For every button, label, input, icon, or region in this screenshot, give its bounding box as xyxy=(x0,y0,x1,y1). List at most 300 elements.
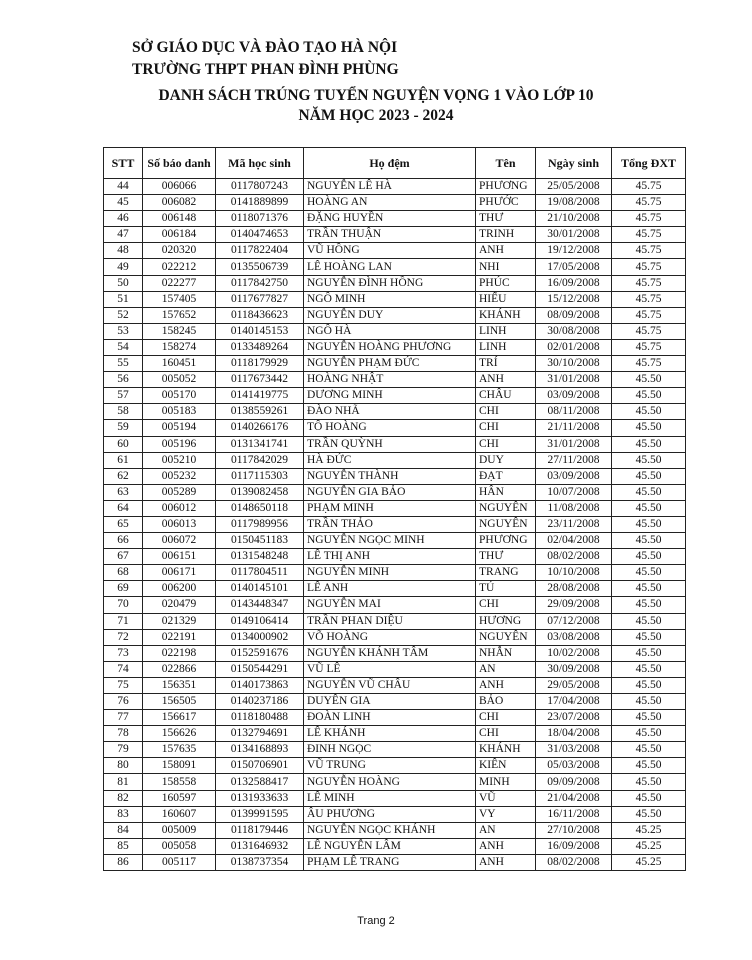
given-name-cell: KIÊN xyxy=(476,758,536,774)
exam-number-cell: 157652 xyxy=(143,307,216,323)
total-score-cell: 45.50 xyxy=(612,726,686,742)
exam-number-cell: 158091 xyxy=(143,758,216,774)
given-name-cell: ANH xyxy=(476,677,536,693)
student-code-cell: 0141889899 xyxy=(216,195,304,211)
table-row xyxy=(104,356,686,372)
exam-number-cell: 005232 xyxy=(143,468,216,484)
surname-cell: NGÔ HÀ xyxy=(304,323,476,339)
exam-number-cell: 005170 xyxy=(143,388,216,404)
total-score-cell: 45.50 xyxy=(612,452,686,468)
birth-date-cell: 18/04/2008 xyxy=(536,726,612,742)
given-name-cell: HIẾU xyxy=(476,291,536,307)
stt-cell: 55 xyxy=(104,356,143,372)
birth-date-cell: 27/10/2008 xyxy=(536,822,612,838)
surname-cell: ĐOÀN LINH xyxy=(304,710,476,726)
surname-cell: NGUYỄN THÀNH xyxy=(304,468,476,484)
stt-cell: 70 xyxy=(104,597,143,613)
table-row xyxy=(104,372,686,388)
total-score-cell: 45.50 xyxy=(612,468,686,484)
stt-cell: 59 xyxy=(104,420,143,436)
table-row xyxy=(104,179,686,195)
given-name-cell: TRANG xyxy=(476,565,536,581)
birth-date-cell: 08/02/2008 xyxy=(536,549,612,565)
table-row xyxy=(104,500,686,516)
birth-date-cell: 16/11/2008 xyxy=(536,806,612,822)
student-code-cell: 0131341741 xyxy=(216,436,304,452)
stt-cell: 46 xyxy=(104,211,143,227)
total-score-cell: 45.50 xyxy=(612,404,686,420)
birth-date-cell: 10/02/2008 xyxy=(536,645,612,661)
surname-cell: HOÀNG AN xyxy=(304,195,476,211)
birth-date-cell: 28/08/2008 xyxy=(536,581,612,597)
table-row xyxy=(104,275,686,291)
total-score-cell: 45.50 xyxy=(612,565,686,581)
total-score-cell: 45.50 xyxy=(612,758,686,774)
student-code-cell: 0140173863 xyxy=(216,677,304,693)
table-row xyxy=(104,581,686,597)
student-code-cell: 0134000902 xyxy=(216,629,304,645)
student-code-cell: 0140474653 xyxy=(216,227,304,243)
surname-cell: DUYÊN GIA xyxy=(304,694,476,710)
birth-date-cell: 21/10/2008 xyxy=(536,211,612,227)
stt-cell: 64 xyxy=(104,500,143,516)
student-code-cell: 0148650118 xyxy=(216,500,304,516)
stt-cell: 72 xyxy=(104,629,143,645)
birth-date-cell: 07/12/2008 xyxy=(536,613,612,629)
given-name-cell: HÂN xyxy=(476,484,536,500)
document-header xyxy=(132,37,399,81)
total-score-cell: 45.75 xyxy=(612,243,686,259)
student-code-cell: 0140145153 xyxy=(216,323,304,339)
total-score-cell: 45.75 xyxy=(612,179,686,195)
table-row xyxy=(104,677,686,693)
birth-date-cell: 02/04/2008 xyxy=(536,533,612,549)
surname-cell: NGUYỄN NGỌC KHÁNH xyxy=(304,822,476,838)
surname-cell: NGÔ MINH xyxy=(304,291,476,307)
table-row xyxy=(104,597,686,613)
student-code-cell: 0117842750 xyxy=(216,275,304,291)
birth-date-cell: 25/05/2008 xyxy=(536,179,612,195)
given-name-cell: LINH xyxy=(476,323,536,339)
student-code-cell: 0138559261 xyxy=(216,404,304,420)
surname-cell: TRẦN QUỲNH xyxy=(304,436,476,452)
birth-date-cell: 31/01/2008 xyxy=(536,372,612,388)
given-name-cell: PHÚC xyxy=(476,275,536,291)
exam-number-cell: 160607 xyxy=(143,806,216,822)
total-score-cell: 45.50 xyxy=(612,436,686,452)
given-name-cell: PHƯỚC xyxy=(476,195,536,211)
stt-cell: 65 xyxy=(104,516,143,532)
exam-number-cell: 006148 xyxy=(143,211,216,227)
surname-cell: VŨ LÊ xyxy=(304,661,476,677)
surname-cell: NGUYỄN GIA BẢO xyxy=(304,484,476,500)
table-row xyxy=(104,452,686,468)
total-score-cell: 45.50 xyxy=(612,500,686,516)
student-code-cell: 0150706901 xyxy=(216,758,304,774)
surname-cell: VÕ HOÀNG xyxy=(304,629,476,645)
total-score-cell: 45.50 xyxy=(612,774,686,790)
exam-number-cell: 156351 xyxy=(143,677,216,693)
given-name-cell: MINH xyxy=(476,774,536,790)
exam-number-cell: 006013 xyxy=(143,516,216,532)
student-code-cell: 0140266176 xyxy=(216,420,304,436)
stt-cell: 76 xyxy=(104,694,143,710)
table-row xyxy=(104,549,686,565)
birth-date-cell: 23/11/2008 xyxy=(536,516,612,532)
table-row xyxy=(104,661,686,677)
student-code-cell: 0118179446 xyxy=(216,822,304,838)
table-row xyxy=(104,404,686,420)
stt-cell: 58 xyxy=(104,404,143,420)
total-score-cell: 45.50 xyxy=(612,516,686,532)
stt-cell: 60 xyxy=(104,436,143,452)
surname-cell: PHẠM MINH xyxy=(304,500,476,516)
total-score-cell: 45.50 xyxy=(612,742,686,758)
student-code-cell: 0117842029 xyxy=(216,452,304,468)
student-code-cell: 0131646932 xyxy=(216,838,304,854)
given-name-cell: TRINH xyxy=(476,227,536,243)
exam-number-cell: 005196 xyxy=(143,436,216,452)
exam-number-cell: 020320 xyxy=(143,243,216,259)
surname-cell: NGUYỄN LÊ HÀ xyxy=(304,179,476,195)
given-name-cell: VY xyxy=(476,806,536,822)
stt-cell: 48 xyxy=(104,243,143,259)
table-row xyxy=(104,565,686,581)
given-name-cell: NHI xyxy=(476,259,536,275)
admission-table xyxy=(103,147,686,871)
stt-cell: 52 xyxy=(104,307,143,323)
stt-cell: 80 xyxy=(104,758,143,774)
table-row xyxy=(104,822,686,838)
surname-cell: TÔ HOÀNG xyxy=(304,420,476,436)
student-code-cell: 0143448347 xyxy=(216,597,304,613)
given-name-cell: CHI xyxy=(476,726,536,742)
exam-number-cell: 157405 xyxy=(143,291,216,307)
birth-date-cell: 15/12/2008 xyxy=(536,291,612,307)
exam-number-cell: 022191 xyxy=(143,629,216,645)
surname-cell: ÂU PHƯƠNG xyxy=(304,806,476,822)
total-score-cell: 45.75 xyxy=(612,227,686,243)
table-row xyxy=(104,838,686,854)
exam-number-cell: 005210 xyxy=(143,452,216,468)
stt-cell: 66 xyxy=(104,533,143,549)
exam-number-cell: 156617 xyxy=(143,710,216,726)
student-code-cell: 0118179929 xyxy=(216,356,304,372)
given-name-cell: ANH xyxy=(476,838,536,854)
surname-cell: NGUYỄN MAI xyxy=(304,597,476,613)
stt-cell: 73 xyxy=(104,645,143,661)
student-code-cell: 0140237186 xyxy=(216,694,304,710)
stt-cell: 53 xyxy=(104,323,143,339)
student-code-cell: 0117115303 xyxy=(216,468,304,484)
exam-number-cell: 156626 xyxy=(143,726,216,742)
birth-date-cell: 23/07/2008 xyxy=(536,710,612,726)
exam-number-cell: 005052 xyxy=(143,372,216,388)
given-name-cell: NHẪN xyxy=(476,645,536,661)
surname-cell: NGUYỄN VŨ CHÂU xyxy=(304,677,476,693)
given-name-cell: TRÍ xyxy=(476,356,536,372)
student-code-cell: 0139082458 xyxy=(216,484,304,500)
surname-cell: ĐẶNG HUYỀN xyxy=(304,211,476,227)
birth-date-cell: 31/01/2008 xyxy=(536,436,612,452)
given-name-cell: NGUYÊN xyxy=(476,629,536,645)
birth-date-cell: 03/09/2008 xyxy=(536,388,612,404)
total-score-cell: 45.50 xyxy=(612,790,686,806)
exam-number-cell: 006151 xyxy=(143,549,216,565)
birth-date-cell: 30/09/2008 xyxy=(536,661,612,677)
exam-number-cell: 022212 xyxy=(143,259,216,275)
given-name-cell: ANH xyxy=(476,372,536,388)
table-row xyxy=(104,307,686,323)
exam-number-cell: 157635 xyxy=(143,742,216,758)
exam-number-cell: 022198 xyxy=(143,645,216,661)
table-row xyxy=(104,710,686,726)
surname-cell: TRẦN PHAN DIỆU xyxy=(304,613,476,629)
stt-cell: 61 xyxy=(104,452,143,468)
total-score-cell: 45.75 xyxy=(612,259,686,275)
birth-date-cell: 03/08/2008 xyxy=(536,629,612,645)
stt-cell: 81 xyxy=(104,774,143,790)
given-name-cell: DUY xyxy=(476,452,536,468)
student-code-cell: 0133489264 xyxy=(216,339,304,355)
total-score-cell: 45.75 xyxy=(612,291,686,307)
birth-date-cell: 08/11/2008 xyxy=(536,404,612,420)
given-name-cell: THƯ xyxy=(476,211,536,227)
total-score-cell: 45.75 xyxy=(612,195,686,211)
surname-cell: NGUYỄN NGỌC MINH xyxy=(304,533,476,549)
exam-number-cell: 005009 xyxy=(143,822,216,838)
stt-cell: 62 xyxy=(104,468,143,484)
birth-date-cell: 21/04/2008 xyxy=(536,790,612,806)
total-score-cell: 45.50 xyxy=(612,420,686,436)
student-code-cell: 0132588417 xyxy=(216,774,304,790)
exam-number-cell: 005058 xyxy=(143,838,216,854)
table-row xyxy=(104,629,686,645)
given-name-cell: CHI xyxy=(476,436,536,452)
table-row xyxy=(104,774,686,790)
stt-cell: 75 xyxy=(104,677,143,693)
stt-cell: 68 xyxy=(104,565,143,581)
total-score-cell: 45.50 xyxy=(612,484,686,500)
given-name-cell: ANH xyxy=(476,243,536,259)
stt-cell: 56 xyxy=(104,372,143,388)
birth-date-cell: 21/11/2008 xyxy=(536,420,612,436)
birth-date-cell: 05/03/2008 xyxy=(536,758,612,774)
given-name-cell: TÚ xyxy=(476,581,536,597)
surname-cell: NGUYỄN KHÁNH TÂM xyxy=(304,645,476,661)
birth-date-cell: 02/01/2008 xyxy=(536,339,612,355)
exam-number-cell: 006171 xyxy=(143,565,216,581)
table-row xyxy=(104,516,686,532)
birth-date-cell: 17/04/2008 xyxy=(536,694,612,710)
table-row xyxy=(104,645,686,661)
stt-cell: 51 xyxy=(104,291,143,307)
given-name-cell: CHI xyxy=(476,420,536,436)
total-score-cell: 45.75 xyxy=(612,356,686,372)
total-score-cell: 45.50 xyxy=(612,581,686,597)
department-name: SỞ GIÁO DỤC VÀ ĐÀO TẠO HÀ NỘI xyxy=(132,39,398,56)
birth-date-cell: 11/08/2008 xyxy=(536,500,612,516)
birth-date-cell: 30/10/2008 xyxy=(536,356,612,372)
table-row xyxy=(104,790,686,806)
surname-cell: LÊ ANH xyxy=(304,581,476,597)
student-code-cell: 0118071376 xyxy=(216,211,304,227)
table-row xyxy=(104,806,686,822)
given-name-cell: KHÁNH xyxy=(476,307,536,323)
table-row xyxy=(104,339,686,355)
table-row xyxy=(104,484,686,500)
stt-cell: 47 xyxy=(104,227,143,243)
total-score-cell: 45.50 xyxy=(612,806,686,822)
surname-cell: LÊ MINH xyxy=(304,790,476,806)
birth-date-cell: 19/12/2008 xyxy=(536,243,612,259)
table-row xyxy=(104,259,686,275)
stt-cell: 63 xyxy=(104,484,143,500)
birth-date-cell: 16/09/2008 xyxy=(536,275,612,291)
stt-cell: 77 xyxy=(104,710,143,726)
total-score-cell: 45.75 xyxy=(612,339,686,355)
total-score-cell: 45.50 xyxy=(612,613,686,629)
stt-cell: 67 xyxy=(104,549,143,565)
table-row xyxy=(104,726,686,742)
given-name-cell: NGUYÊN xyxy=(476,500,536,516)
stt-cell: 78 xyxy=(104,726,143,742)
given-name-cell: CHI xyxy=(476,597,536,613)
stt-cell: 85 xyxy=(104,838,143,854)
total-score-cell: 45.50 xyxy=(612,533,686,549)
birth-date-cell: 17/05/2008 xyxy=(536,259,612,275)
surname-cell: NGUYỄN PHẠM ĐỨC xyxy=(304,356,476,372)
surname-cell: TRẦN THẢO xyxy=(304,516,476,532)
exam-number-cell: 006012 xyxy=(143,500,216,516)
birth-date-cell: 10/10/2008 xyxy=(536,565,612,581)
birth-date-cell: 08/09/2008 xyxy=(536,307,612,323)
student-code-cell: 0139991595 xyxy=(216,806,304,822)
given-name-cell: NGUYÊN xyxy=(476,516,536,532)
col-header-surname: Họ đệm xyxy=(304,148,476,179)
surname-cell: NGUYỄN ĐÌNH HỒNG xyxy=(304,275,476,291)
student-code-cell: 0134168893 xyxy=(216,742,304,758)
birth-date-cell: 29/05/2008 xyxy=(536,677,612,693)
total-score-cell: 45.50 xyxy=(612,677,686,693)
given-name-cell: AN xyxy=(476,661,536,677)
total-score-cell: 45.50 xyxy=(612,661,686,677)
student-code-cell: 0131548248 xyxy=(216,549,304,565)
student-code-cell: 0140145101 xyxy=(216,581,304,597)
exam-number-cell: 158274 xyxy=(143,339,216,355)
school-name: TRƯỜNG THPT PHAN ĐÌNH PHÙNG xyxy=(132,61,399,78)
table-row xyxy=(104,323,686,339)
birth-date-cell: 08/02/2008 xyxy=(536,854,612,870)
surname-cell: HÀ ĐỨC xyxy=(304,452,476,468)
total-score-cell: 45.75 xyxy=(612,323,686,339)
exam-number-cell: 005117 xyxy=(143,854,216,870)
student-code-cell: 0118436623 xyxy=(216,307,304,323)
col-header-birth-date: Ngày sinh xyxy=(536,148,612,179)
surname-cell: NGUYỄN DUY xyxy=(304,307,476,323)
stt-cell: 50 xyxy=(104,275,143,291)
total-score-cell: 45.50 xyxy=(612,694,686,710)
stt-cell: 84 xyxy=(104,822,143,838)
exam-number-cell: 005194 xyxy=(143,420,216,436)
surname-cell: TRẦN THUẬN xyxy=(304,227,476,243)
student-code-cell: 0117677827 xyxy=(216,291,304,307)
exam-number-cell: 158245 xyxy=(143,323,216,339)
student-code-cell: 0152591676 xyxy=(216,645,304,661)
exam-number-cell: 006184 xyxy=(143,227,216,243)
stt-cell: 45 xyxy=(104,195,143,211)
exam-number-cell: 005183 xyxy=(143,404,216,420)
total-score-cell: 45.25 xyxy=(612,838,686,854)
given-name-cell: VŨ xyxy=(476,790,536,806)
exam-number-cell: 022277 xyxy=(143,275,216,291)
table-row xyxy=(104,195,686,211)
exam-number-cell: 020479 xyxy=(143,597,216,613)
exam-number-cell: 006200 xyxy=(143,581,216,597)
student-code-cell: 0135506739 xyxy=(216,259,304,275)
stt-cell: 74 xyxy=(104,661,143,677)
exam-number-cell: 158558 xyxy=(143,774,216,790)
total-score-cell: 45.50 xyxy=(612,645,686,661)
table-body xyxy=(104,179,686,871)
table-header-row xyxy=(104,148,686,179)
total-score-cell: 45.50 xyxy=(612,549,686,565)
surname-cell: VŨ HỒNG xyxy=(304,243,476,259)
birth-date-cell: 09/09/2008 xyxy=(536,774,612,790)
birth-date-cell: 10/07/2008 xyxy=(536,484,612,500)
surname-cell: VŨ TRUNG xyxy=(304,758,476,774)
stt-cell: 54 xyxy=(104,339,143,355)
surname-cell: LÊ NGUYỄN LÂM xyxy=(304,838,476,854)
exam-number-cell: 006066 xyxy=(143,179,216,195)
col-header-given-name: Tên xyxy=(476,148,536,179)
table-row xyxy=(104,436,686,452)
given-name-cell: HƯƠNG xyxy=(476,613,536,629)
table-row xyxy=(104,420,686,436)
birth-date-cell: 30/01/2008 xyxy=(536,227,612,243)
table-row xyxy=(104,468,686,484)
document-title xyxy=(0,86,752,126)
given-name-cell: KHÁNH xyxy=(476,742,536,758)
total-score-cell: 45.50 xyxy=(612,372,686,388)
stt-cell: 71 xyxy=(104,613,143,629)
given-name-cell: PHƯƠNG xyxy=(476,533,536,549)
total-score-cell: 45.50 xyxy=(612,629,686,645)
student-code-cell: 0118180488 xyxy=(216,710,304,726)
table-row xyxy=(104,694,686,710)
student-code-cell: 0132794691 xyxy=(216,726,304,742)
stt-cell: 82 xyxy=(104,790,143,806)
table-row xyxy=(104,388,686,404)
table-row xyxy=(104,533,686,549)
page-number: Trang 2 xyxy=(357,915,395,927)
surname-cell: LÊ HOÀNG LAN xyxy=(304,259,476,275)
student-code-cell: 0117807243 xyxy=(216,179,304,195)
exam-number-cell: 006082 xyxy=(143,195,216,211)
student-code-cell: 0131933633 xyxy=(216,790,304,806)
exam-number-cell: 022866 xyxy=(143,661,216,677)
total-score-cell: 45.50 xyxy=(612,597,686,613)
student-code-cell: 0141419775 xyxy=(216,388,304,404)
student-code-cell: 0138737354 xyxy=(216,854,304,870)
title-line-2: NĂM HỌC 2023 - 2024 xyxy=(298,107,454,124)
stt-cell: 44 xyxy=(104,179,143,195)
stt-cell: 49 xyxy=(104,259,143,275)
surname-cell: NGUYỄN HOÀNG PHƯƠNG xyxy=(304,339,476,355)
exam-number-cell: 021329 xyxy=(143,613,216,629)
table-row xyxy=(104,613,686,629)
total-score-cell: 45.75 xyxy=(612,211,686,227)
